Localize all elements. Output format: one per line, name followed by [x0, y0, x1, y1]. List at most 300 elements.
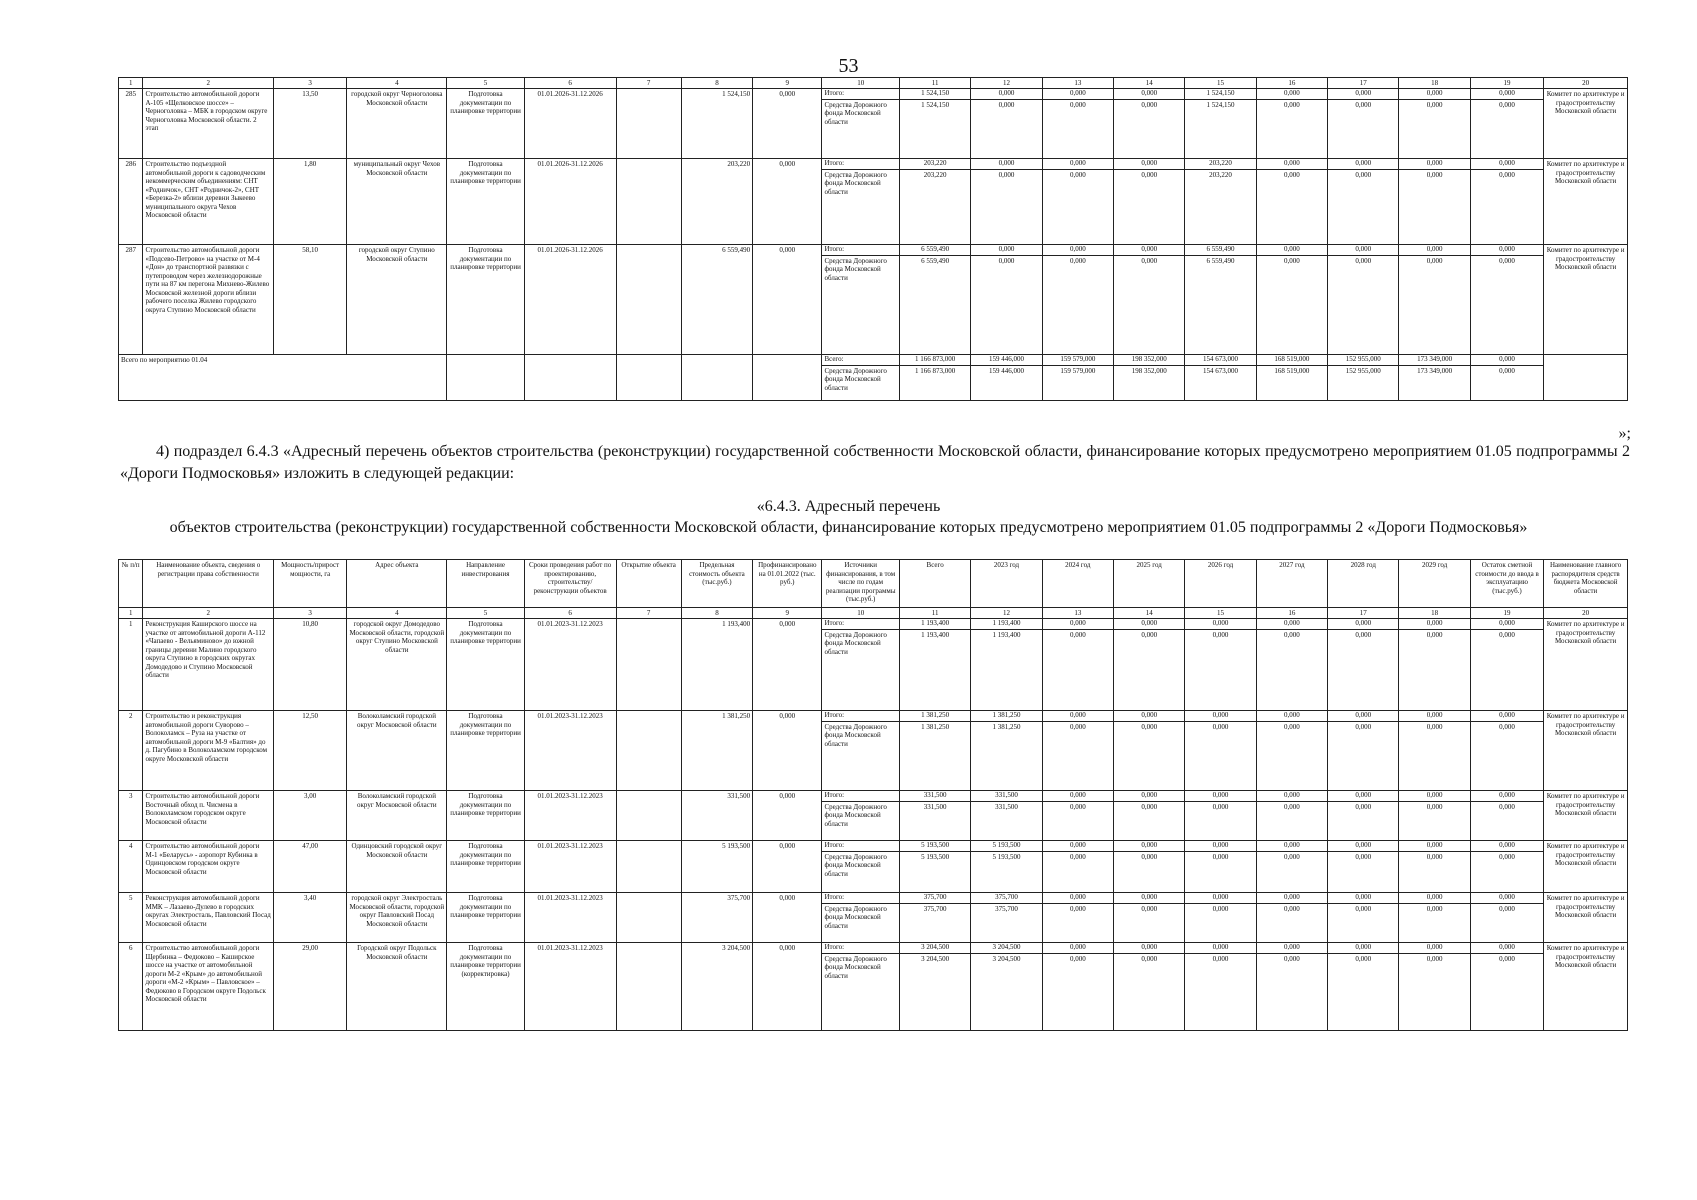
- max-cost: 331,500: [681, 791, 752, 841]
- amount-y2025: [1114, 89, 1185, 159]
- amount-y2028-total: 0,000: [1328, 245, 1398, 256]
- object-opening: [616, 943, 681, 1031]
- amount-y2024: [1042, 89, 1113, 159]
- object-opening: [616, 245, 681, 355]
- column-header: Предельная стоимость объекта (тыс.руб.): [681, 560, 752, 608]
- amount-y2025: [1114, 159, 1185, 245]
- column-number: 14: [1114, 608, 1185, 619]
- amount-y2026-road-fund: 0,000: [1212, 852, 1229, 861]
- amount-y2029-road-fund: 0,000: [1426, 630, 1443, 639]
- amount-y2025-road-fund: 0,000: [1141, 256, 1158, 265]
- amount-remainder-total: 0,000: [1471, 943, 1543, 954]
- amount-remainder-road-fund: 0,000: [1499, 100, 1515, 109]
- amount-y2025-road-fund: 0,000: [1141, 630, 1158, 639]
- column-number: 11: [899, 608, 970, 619]
- amount-y2024: [1042, 619, 1113, 711]
- object-address: городской округ Домодедово Московской области, городской округ Ступино Московской области: [347, 619, 447, 711]
- amount-total: [899, 893, 970, 943]
- table-row: [119, 893, 1628, 943]
- amount-y2027-road-fund: 0,000: [1284, 170, 1300, 179]
- amount-y2026: [1185, 619, 1256, 711]
- amount-remainder-total: 0,000: [1471, 619, 1543, 630]
- amount-y2024: [1042, 245, 1113, 355]
- column-number: 18: [1399, 78, 1470, 89]
- work-dates: 01.01.2026-31.12.2026: [524, 89, 616, 159]
- amount-y2026: [1185, 245, 1256, 355]
- amount-total-total: 1 193,400: [900, 619, 970, 630]
- column-header: 2025 год: [1114, 560, 1185, 608]
- capacity-value: 58,10: [273, 245, 346, 355]
- amount-y2026-road-fund: 203,220: [1209, 170, 1232, 179]
- amount-y2024-total: 0,000: [1043, 841, 1113, 852]
- amount-y2028-road-fund: 0,000: [1355, 722, 1372, 731]
- amount-y2029: [1399, 245, 1470, 355]
- amount-total: [899, 245, 970, 355]
- amount-remainder: [1470, 245, 1543, 355]
- column-number: 16: [1256, 78, 1327, 89]
- amount-remainder-total: 0,000: [1471, 791, 1543, 802]
- summary-row: [119, 355, 1628, 401]
- amount-y2025: [1114, 893, 1185, 943]
- amount-y2027-road-fund: 0,000: [1284, 722, 1300, 731]
- amount-total: [899, 159, 970, 245]
- object-address: Волоколамский городской округ Московской области: [347, 791, 447, 841]
- column-number-row: [119, 608, 1628, 619]
- amount-y2026-road-fund: 0,000: [1212, 630, 1229, 639]
- object-name: Строительство автомобильной дороги М-1 «Беларусь» - аэропорт Кубинка в Одинцовском городском округе Московской области: [143, 841, 274, 893]
- max-cost: 5 193,500: [681, 841, 752, 893]
- amount-y2025: [1114, 791, 1185, 841]
- amount-y2023-road-fund: 0,000: [998, 100, 1015, 109]
- object-opening: [616, 619, 681, 711]
- amount-total-road-fund: 1 381,250: [921, 722, 950, 731]
- funding-sources: [822, 893, 899, 943]
- amount-y2025-road-fund: 0,000: [1141, 100, 1158, 109]
- column-header: Направление инвестирования: [447, 560, 524, 608]
- amount-y2028: [1328, 619, 1399, 711]
- amount-remainder-total: 0,000: [1471, 841, 1543, 852]
- column-number: 7: [616, 608, 681, 619]
- amount-remainder-road-fund: 0,000: [1499, 722, 1515, 731]
- amount-y2024-road-fund: 0,000: [1069, 256, 1086, 265]
- table-row: [119, 245, 1628, 355]
- object-address: Волоколамский городской округ Московской области: [347, 711, 447, 791]
- work-dates: 01.01.2023-31.12.2023: [524, 711, 616, 791]
- amount-y2024-total: 0,000: [1043, 893, 1113, 904]
- column-number: 5: [447, 608, 524, 619]
- amount-remainder: [1470, 893, 1543, 943]
- empty-cell: [524, 355, 616, 401]
- summary-y2028-total: 152 955,000: [1328, 355, 1398, 366]
- amount-y2027: [1256, 619, 1327, 711]
- amount-y2023-road-fund: 375,700: [995, 904, 1018, 913]
- empty-cell: [681, 355, 752, 401]
- section-title: «6.4.3. Адресный перечень: [756, 498, 941, 515]
- amount-y2025-road-fund: 0,000: [1141, 802, 1158, 811]
- funding-sources-road-fund: Средства Дорожного фонда Московской области: [824, 802, 887, 828]
- column-number: 9: [753, 608, 822, 619]
- table-row: [119, 711, 1628, 791]
- column-number: 1: [119, 608, 143, 619]
- amount-y2028-total: 0,000: [1328, 711, 1398, 722]
- amount-y2023-road-fund: 3 204,500: [992, 954, 1021, 963]
- amount-y2023-total: 3 204,500: [971, 943, 1041, 954]
- row-number: 5: [119, 893, 143, 943]
- amount-y2027-road-fund: 0,000: [1284, 852, 1300, 861]
- work-dates: 01.01.2026-31.12.2026: [524, 159, 616, 245]
- amount-y2023-total: 375,700: [971, 893, 1041, 904]
- funding-sources-road-fund: Средства Дорожного фонда Московской области: [824, 904, 887, 930]
- amount-y2027-total: 0,000: [1257, 893, 1327, 904]
- amount-y2029: [1399, 711, 1470, 791]
- amount-y2027: [1256, 841, 1327, 893]
- amount-y2024-total: 0,000: [1043, 159, 1113, 170]
- summary-y2025-total: 198 352,000: [1114, 355, 1184, 366]
- amount-y2024: [1042, 159, 1113, 245]
- table-row: [119, 841, 1628, 893]
- amount-y2028-total: 0,000: [1328, 791, 1398, 802]
- summary-y2027: [1256, 355, 1327, 401]
- amount-remainder: [1470, 791, 1543, 841]
- amount-y2025-road-fund: 0,000: [1141, 722, 1158, 731]
- object-name: Строительство автомобильной дороги Восточный обход п. Чисмена в Волоколамском городском округе Московской области: [143, 791, 274, 841]
- column-number: 6: [524, 78, 616, 89]
- max-cost: 1 381,250: [681, 711, 752, 791]
- funding-sources: [822, 89, 899, 159]
- table-row: [119, 159, 1628, 245]
- amount-y2023-road-fund: 5 193,500: [992, 852, 1021, 861]
- column-header: Наименование главного распорядителя средств бюджета Московской области: [1544, 560, 1628, 608]
- amount-total: [899, 841, 970, 893]
- amount-y2029: [1399, 893, 1470, 943]
- amount-y2028: [1328, 893, 1399, 943]
- amount-y2025-total: 0,000: [1114, 791, 1184, 802]
- amount-y2028-road-fund: 0,000: [1355, 954, 1372, 963]
- amount-y2023-road-fund: 331,500: [995, 802, 1018, 811]
- amount-y2024-road-fund: 0,000: [1069, 170, 1086, 179]
- budget-manager: Комитет по архитектуре и градостроительству Московской области: [1544, 245, 1628, 355]
- amount-y2028-road-fund: 0,000: [1355, 904, 1372, 913]
- amount-y2029-road-fund: 0,000: [1426, 100, 1443, 109]
- work-dates: 01.01.2023-31.12.2023: [524, 619, 616, 711]
- funding-sources-road-fund: Средства Дорожного фонда Московской области: [824, 722, 887, 748]
- bottom-address-table: [118, 559, 1628, 1031]
- section-subtitle: объектов строительства (реконструкции) государственной собственности Московской области, финансирование которых предусмотрено мероприятием 01.05 подпрограммы 2 «Дороги Подмосковья»: [169, 519, 1528, 536]
- amount-y2028-total: 0,000: [1328, 893, 1398, 904]
- investment-direction: Подготовка документации по планировке территории: [447, 791, 524, 841]
- amount-y2029-road-fund: 0,000: [1426, 852, 1443, 861]
- financed-2022: 0,000: [753, 619, 822, 711]
- amount-y2028-total: 0,000: [1328, 159, 1398, 170]
- funding-sources-total: Итого:: [822, 159, 898, 170]
- summary-y2023: [971, 355, 1042, 401]
- amount-remainder-total: 0,000: [1471, 89, 1543, 100]
- column-number: 2: [143, 78, 274, 89]
- amount-y2023-total: 0,000: [971, 245, 1041, 256]
- amount-y2028: [1328, 89, 1399, 159]
- amount-y2026-total: 0,000: [1185, 791, 1255, 802]
- column-number: 17: [1328, 78, 1399, 89]
- amount-y2029-total: 0,000: [1399, 841, 1469, 852]
- amount-y2024: [1042, 841, 1113, 893]
- funding-sources: [822, 841, 899, 893]
- object-opening: [616, 841, 681, 893]
- amount-y2027-total: 0,000: [1257, 711, 1327, 722]
- object-opening: [616, 711, 681, 791]
- object-name: Строительство подъездной автомобильной дороги к садоводческим некоммерческим объединениям: СНТ «Родничок», СНТ «Родничок-2», СНТ «Березка-2» вблизи деревни Зыкеево муниципального округа Чехов Московской области: [143, 159, 274, 245]
- amount-y2023-road-fund: 1 193,400: [992, 630, 1021, 639]
- amount-y2027: [1256, 893, 1327, 943]
- amount-remainder: [1470, 841, 1543, 893]
- amendment-paragraph-text: 4) подраздел 6.4.3 «Адресный перечень объектов строительства (реконструкции) государственной собственности Московской области, финансирование которых предусмотрено мероприятием 01.05 подпрограммы 2 «Дороги Подмосковья» изложить в следующей редакции:: [120, 443, 1630, 482]
- amount-y2023: [971, 841, 1042, 893]
- amount-total-total: 203,220: [900, 159, 970, 170]
- amount-y2027-total: 0,000: [1257, 841, 1327, 852]
- amount-y2026-total: 0,000: [1185, 841, 1255, 852]
- amount-y2028: [1328, 245, 1399, 355]
- amount-y2029: [1399, 619, 1470, 711]
- summary-sources: [822, 355, 899, 401]
- summary-y2027-road-fund: 168 519,000: [1274, 366, 1310, 375]
- amount-total-total: 1 524,150: [900, 89, 970, 100]
- amount-y2023: [971, 619, 1042, 711]
- max-cost: 375,700: [681, 893, 752, 943]
- empty-cell: [616, 355, 681, 401]
- amount-y2023-total: 0,000: [971, 89, 1041, 100]
- max-cost: 3 204,500: [681, 943, 752, 1031]
- column-number: 2: [143, 608, 274, 619]
- funding-sources-total: Итого:: [822, 791, 898, 802]
- amount-y2025: [1114, 711, 1185, 791]
- amount-remainder: [1470, 159, 1543, 245]
- amount-y2024-total: 0,000: [1043, 619, 1113, 630]
- budget-manager: Комитет по архитектуре и градостроительству Московской области: [1544, 711, 1628, 791]
- amount-y2029-road-fund: 0,000: [1426, 954, 1443, 963]
- object-name: Строительство автомобильной дороги Щербинка – Федюково – Каширское шоссе на участке от автомобильной дороги М-2 «Крым» до автомобильной дороги «М-2 «Крым» – Павловское» – Федюково в Городском округе Подольск Московской области: [143, 943, 274, 1031]
- funding-sources-road-fund: Средства Дорожного фонда Московской области: [824, 170, 887, 196]
- column-number: 14: [1114, 78, 1185, 89]
- amount-y2026: [1185, 841, 1256, 893]
- amount-total-total: 331,500: [900, 791, 970, 802]
- amount-y2026-road-fund: 0,000: [1212, 954, 1229, 963]
- amount-y2027-road-fund: 0,000: [1284, 904, 1300, 913]
- amount-y2028-total: 0,000: [1328, 619, 1398, 630]
- amount-y2023: [971, 159, 1042, 245]
- summary-y2024-total: 159 579,000: [1043, 355, 1113, 366]
- amount-y2025-road-fund: 0,000: [1141, 954, 1158, 963]
- column-number: 17: [1328, 608, 1399, 619]
- amount-y2024: [1042, 791, 1113, 841]
- amount-remainder-total: 0,000: [1471, 711, 1543, 722]
- amount-y2025-total: 0,000: [1114, 619, 1184, 630]
- funding-sources: [822, 943, 899, 1031]
- amount-y2028-road-fund: 0,000: [1355, 170, 1372, 179]
- amount-total-road-fund: 203,220: [923, 170, 947, 179]
- column-number: 9: [753, 78, 822, 89]
- amount-y2027: [1256, 791, 1327, 841]
- column-number: 10: [822, 608, 899, 619]
- amount-y2029-total: 0,000: [1399, 89, 1469, 100]
- amount-y2025-total: 0,000: [1114, 893, 1184, 904]
- amount-y2024-total: 0,000: [1043, 89, 1113, 100]
- amount-total-road-fund: 375,700: [923, 904, 947, 913]
- object-address: муниципальный округ Чехов Московской области: [347, 159, 447, 245]
- amount-y2024-road-fund: 0,000: [1069, 852, 1086, 861]
- object-address: городской округ Электросталь Московской области, городской округ Павловский Посад Московской области: [347, 893, 447, 943]
- column-header: № п/п: [119, 560, 143, 608]
- amount-y2024-road-fund: 0,000: [1069, 100, 1086, 109]
- object-name: Реконструкция автомобильной дороги ММК – Лазаево-Дулево в городских округах Электросталь, Павловский Посад Московской области: [143, 893, 274, 943]
- work-dates: 01.01.2023-31.12.2023: [524, 943, 616, 1031]
- amount-y2024: [1042, 711, 1113, 791]
- capacity-value: 3,00: [273, 791, 346, 841]
- empty-cell: [1544, 355, 1628, 401]
- column-number: 8: [681, 78, 752, 89]
- summary-remainder-total: 0,000: [1471, 355, 1543, 366]
- column-number: 19: [1470, 608, 1543, 619]
- budget-manager: Комитет по архитектуре и градостроительству Московской области: [1544, 89, 1628, 159]
- work-dates: 01.01.2023-31.12.2023: [524, 841, 616, 893]
- funding-sources-road-fund: Средства Дорожного фонда Московской области: [824, 100, 887, 126]
- column-header: 2028 год: [1328, 560, 1399, 608]
- column-number: 3: [273, 608, 346, 619]
- amount-y2026: [1185, 791, 1256, 841]
- object-address: городской округ Ступино Московской области: [347, 245, 447, 355]
- row-number: 6: [119, 943, 143, 1031]
- max-cost: 1 524,150: [681, 89, 752, 159]
- max-cost: 1 193,400: [681, 619, 752, 711]
- amount-total-total: 375,700: [900, 893, 970, 904]
- amount-remainder: [1470, 89, 1543, 159]
- amount-y2025: [1114, 943, 1185, 1031]
- amount-y2026-total: 1 524,150: [1185, 89, 1255, 100]
- object-opening: [616, 89, 681, 159]
- amount-total-total: 5 193,500: [900, 841, 970, 852]
- capacity-value: 47,00: [273, 841, 346, 893]
- amount-y2029: [1399, 791, 1470, 841]
- column-header: 2023 год: [971, 560, 1042, 608]
- amount-y2024-road-fund: 0,000: [1069, 904, 1086, 913]
- summary-remainder: [1470, 355, 1543, 401]
- row-number: 285: [119, 89, 143, 159]
- work-dates: 01.01.2023-31.12.2023: [524, 893, 616, 943]
- budget-manager: Комитет по архитектуре и градостроительству Московской области: [1544, 791, 1628, 841]
- amount-total: [899, 943, 970, 1031]
- amount-y2025-road-fund: 0,000: [1141, 904, 1158, 913]
- column-number-row: [119, 78, 1628, 89]
- column-number: 6: [524, 608, 616, 619]
- amount-remainder-road-fund: 0,000: [1499, 904, 1515, 913]
- column-number: 20: [1544, 608, 1628, 619]
- summary-y2029: [1399, 355, 1470, 401]
- capacity-value: 3,40: [273, 893, 346, 943]
- column-number: 10: [822, 78, 899, 89]
- financed-2022: 0,000: [753, 791, 822, 841]
- empty-cell: [447, 355, 524, 401]
- amount-y2029-total: 0,000: [1399, 943, 1469, 954]
- column-number: 5: [447, 78, 524, 89]
- funding-sources-road-fund: Средства Дорожного фонда Московской области: [824, 954, 887, 980]
- amount-y2024-total: 0,000: [1043, 791, 1113, 802]
- table-row: [119, 89, 1628, 159]
- amount-y2023-total: 1 193,400: [971, 619, 1041, 630]
- amount-total-total: 6 559,490: [900, 245, 970, 256]
- funding-sources-total: Итого:: [822, 711, 898, 722]
- summary-label: Всего по мероприятию 01.04: [119, 355, 447, 401]
- table-row: [119, 943, 1628, 1031]
- amount-y2027: [1256, 159, 1327, 245]
- column-header: 2029 год: [1399, 560, 1470, 608]
- amount-y2025-total: 0,000: [1114, 89, 1184, 100]
- amount-y2027: [1256, 245, 1327, 355]
- capacity-value: 29,00: [273, 943, 346, 1031]
- amount-y2023: [971, 245, 1042, 355]
- amount-y2029-road-fund: 0,000: [1426, 722, 1443, 731]
- amount-y2026-road-fund: 0,000: [1212, 802, 1229, 811]
- investment-direction: Подготовка документации по планировке территории: [447, 841, 524, 893]
- table-row: [119, 619, 1628, 711]
- amount-remainder-road-fund: 0,000: [1499, 852, 1515, 861]
- financed-2022: 0,000: [753, 841, 822, 893]
- amount-remainder-road-fund: 0,000: [1499, 170, 1515, 179]
- amount-remainder-total: 0,000: [1471, 893, 1543, 904]
- amount-remainder-road-fund: 0,000: [1499, 802, 1515, 811]
- amount-y2027: [1256, 711, 1327, 791]
- amount-total-road-fund: 1 193,400: [921, 630, 950, 639]
- funding-sources-total: Итого:: [822, 943, 898, 954]
- funding-sources-road-fund: Средства Дорожного фонда Московской области: [824, 630, 887, 656]
- amount-y2023-road-fund: 1 381,250: [992, 722, 1021, 731]
- amount-y2028-total: 0,000: [1328, 89, 1398, 100]
- amount-y2028: [1328, 159, 1399, 245]
- amount-y2029-total: 0,000: [1399, 245, 1469, 256]
- amount-y2023: [971, 791, 1042, 841]
- amount-y2029: [1399, 841, 1470, 893]
- summary-y2026-total: 154 673,000: [1185, 355, 1255, 366]
- row-number: 2: [119, 711, 143, 791]
- amount-y2023: [971, 943, 1042, 1031]
- amount-y2027-road-fund: 0,000: [1284, 256, 1300, 265]
- budget-manager: Комитет по архитектуре и градостроительству Московской области: [1544, 159, 1628, 245]
- work-dates: 01.01.2026-31.12.2026: [524, 245, 616, 355]
- summary-sources-total: Всего:: [822, 355, 898, 366]
- amount-y2028-road-fund: 0,000: [1355, 256, 1372, 265]
- column-header: Адрес объекта: [347, 560, 447, 608]
- column-header: 2024 год: [1042, 560, 1113, 608]
- amount-y2024-road-fund: 0,000: [1069, 630, 1086, 639]
- amount-y2029-road-fund: 0,000: [1426, 904, 1443, 913]
- column-header: Остаток сметной стоимости до ввода в эксплуатацию (тыс.руб.): [1470, 560, 1543, 608]
- amount-y2025-total: 0,000: [1114, 841, 1184, 852]
- page-number: 53: [838, 55, 859, 77]
- budget-manager: Комитет по архитектуре и градостроительству Московской области: [1544, 619, 1628, 711]
- amount-y2028-total: 0,000: [1328, 943, 1398, 954]
- summary-y2027-total: 168 519,000: [1257, 355, 1327, 366]
- object-opening: [616, 791, 681, 841]
- column-number: 18: [1399, 608, 1470, 619]
- amount-y2026: [1185, 711, 1256, 791]
- amount-total: [899, 791, 970, 841]
- amount-y2023: [971, 89, 1042, 159]
- amount-y2023-road-fund: 0,000: [998, 170, 1015, 179]
- amount-y2023-road-fund: 0,000: [998, 256, 1015, 265]
- summary-remainder-road-fund: 0,000: [1499, 366, 1515, 375]
- column-number: 13: [1042, 608, 1113, 619]
- funding-sources-total: Итого:: [822, 89, 898, 100]
- row-number: 3: [119, 791, 143, 841]
- amount-remainder-road-fund: 0,000: [1499, 954, 1515, 963]
- amount-y2023: [971, 711, 1042, 791]
